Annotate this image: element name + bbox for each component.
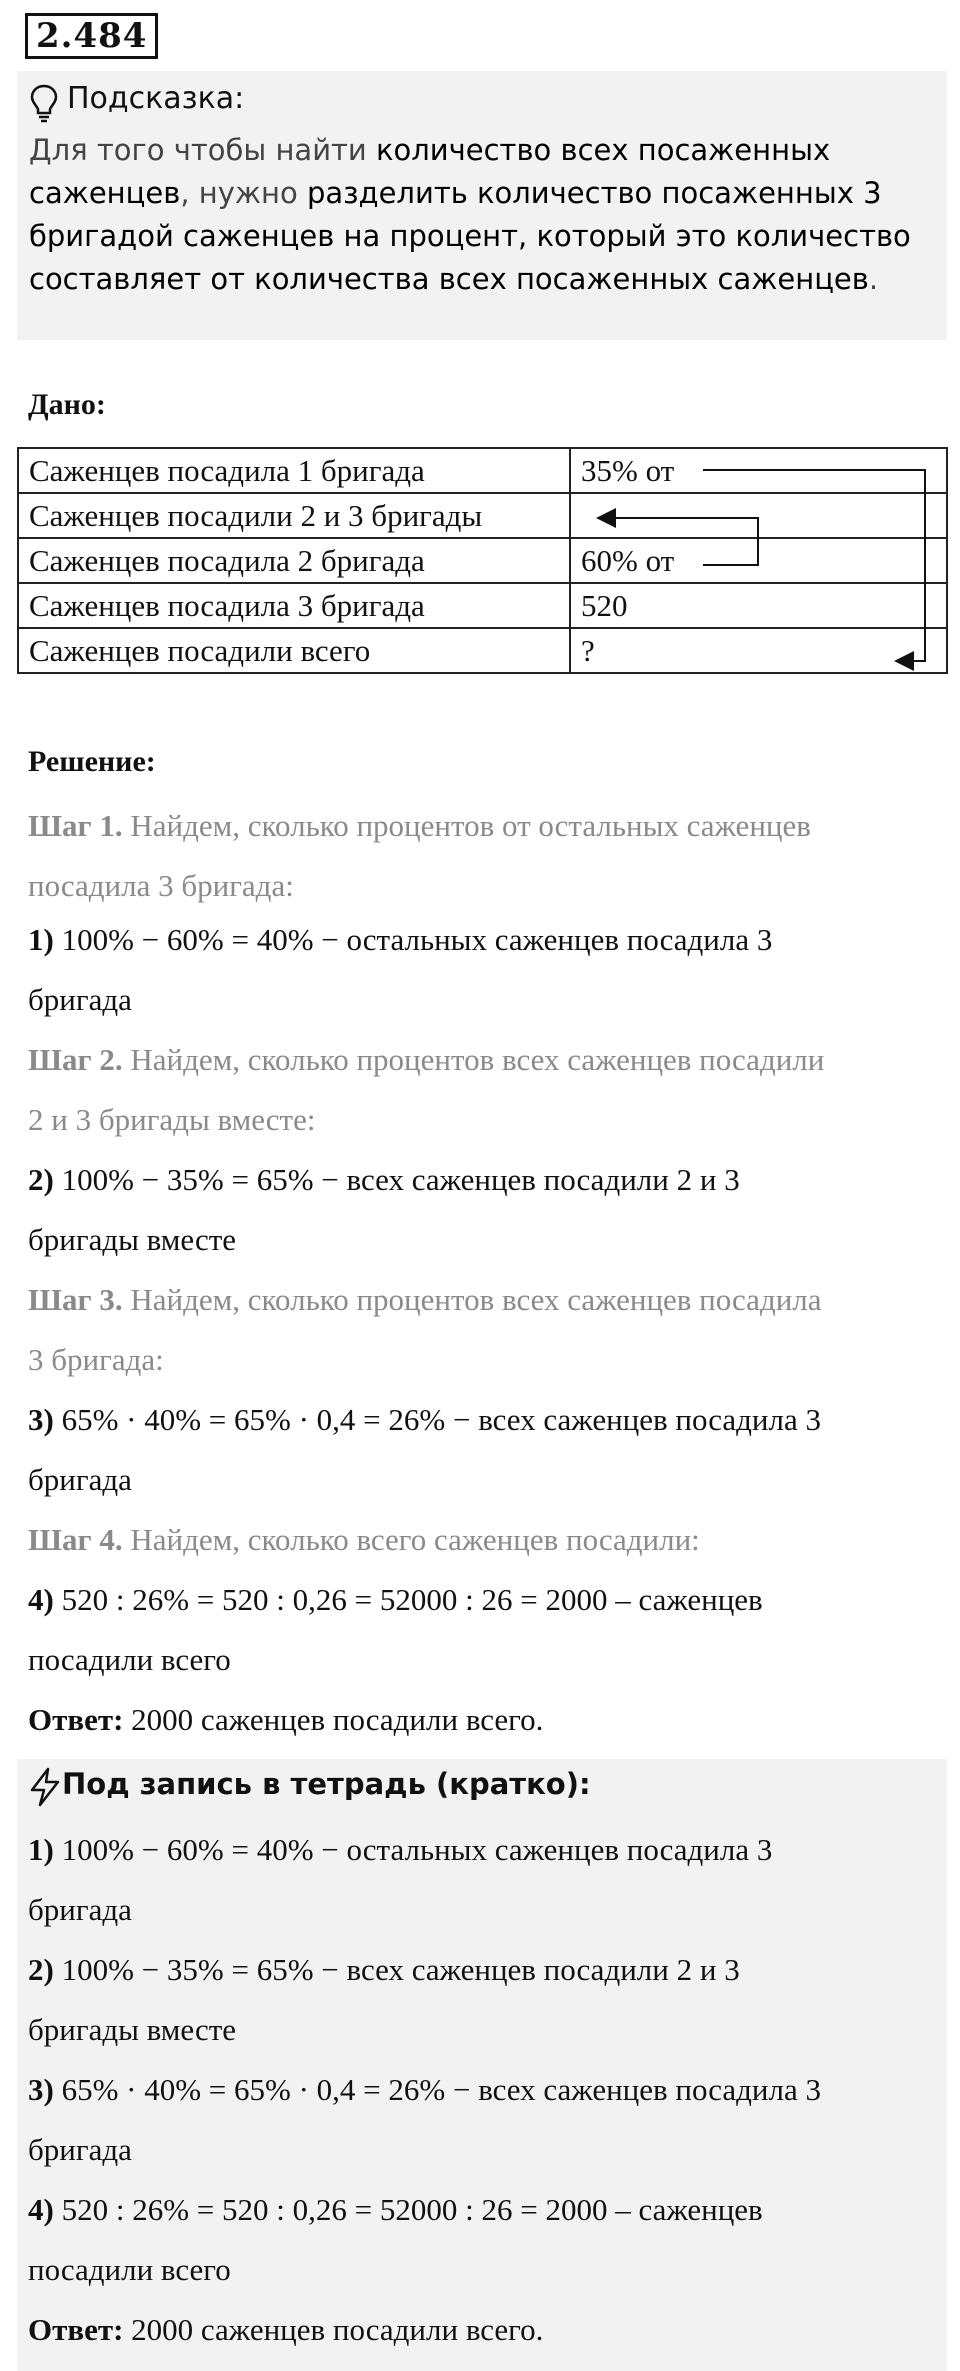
step2-text: 2 и 3 бригады вместе: [28, 1102, 316, 1137]
short-calc-1: 1) 100% − 60% = 40% − остальных саженцев посадила 3 [28, 1832, 773, 1867]
hint-title: Подсказка: [67, 81, 245, 116]
lightbulb-icon [29, 83, 59, 123]
row-name: Саженцев посадила 3 бригада [18, 583, 570, 628]
table-row [18, 538, 947, 583]
row-value: 520 [570, 583, 947, 628]
row-name: Саженцев посадили 2 и 3 бригады [18, 493, 570, 538]
table-row [18, 583, 947, 628]
short-answer: Ответ: 2000 саженцев посадили всего. [28, 2312, 544, 2347]
row-value: ? [570, 628, 947, 673]
calc-1: 1) 100% − 60% = 40% − остальных саженцев посадила 3 [28, 922, 773, 957]
answer: Ответ: 2000 саженцев посадили всего. [28, 1702, 544, 1737]
table-row [18, 493, 947, 538]
row-name: Саженцев посадила 1 бригада [18, 448, 570, 493]
short-calc-2-cont: бригады вместе [28, 2012, 237, 2047]
row-value: 35% от [570, 448, 947, 493]
hint-text: Для того чтобы найти количество всех посаженных саженцев, нужно разделить количество посаженных 3 бригадой саженцев на процент, который это количество составляет от количества всех посаженных саженцев. [29, 133, 911, 296]
short-calc-1-cont: бригада [28, 1892, 132, 1927]
row-value: 60% от [570, 538, 947, 583]
table-row [18, 448, 947, 493]
short-calc-4: 4) 520 : 26% = 520 : 0,26 = 52000 : 26 = 2000 – саженцев [28, 2192, 763, 2227]
calc-3-cont: бригада [28, 1462, 132, 1497]
row-value [570, 493, 947, 538]
calc-1-cont: бригада [28, 982, 132, 1017]
short-calc-2: 2) 100% − 35% = 65% − всех саженцев посадили 2 и 3 [28, 1952, 740, 1987]
lightning-icon [28, 1767, 62, 1807]
step3-text: 3 бригада: [28, 1342, 164, 1377]
given-label: Дано: [28, 388, 106, 421]
step4-head: Шаг 4. Найдем, сколько всего саженцев посадили: [28, 1522, 700, 1557]
step1-text: посадила 3 бригада: [28, 868, 294, 903]
short-calc-3-cont: бригада [28, 2132, 132, 2167]
calc-4-cont: посадили всего [28, 1642, 231, 1677]
step1-head: Шаг 1. Найдем, сколько процентов от остальных саженцев [28, 808, 811, 843]
row-name: Саженцев посадили всего [18, 628, 570, 673]
calc-3: 3) 65% · 40% = 65% · 0,4 = 26% − всех саженцев посадила 3 [28, 1402, 822, 1437]
calc-2: 2) 100% − 35% = 65% − всех саженцев посадили 2 и 3 [28, 1162, 740, 1197]
calc-4: 4) 520 : 26% = 520 : 0,26 = 52000 : 26 = 2000 – саженцев [28, 1582, 763, 1617]
row-name: Саженцев посадила 2 бригада [18, 538, 570, 583]
step2-head: Шаг 2. Найдем, сколько процентов всех саженцев посадили [28, 1042, 825, 1077]
problem-number: 2.484 [25, 13, 158, 59]
step3-head: Шаг 3. Найдем, сколько процентов всех саженцев посадила [28, 1282, 822, 1317]
short-calc-3: 3) 65% · 40% = 65% · 0,4 = 26% − всех саженцев посадила 3 [28, 2072, 822, 2107]
table-row [18, 628, 947, 673]
short-calc-4-cont: посадили всего [28, 2252, 231, 2287]
calc-2-cont: бригады вместе [28, 1222, 237, 1257]
solution-label: Решение: [28, 745, 156, 778]
given-table [17, 447, 948, 674]
hint-box [17, 71, 947, 340]
short-title: Под запись в тетрадь (кратко): [62, 1767, 591, 1801]
